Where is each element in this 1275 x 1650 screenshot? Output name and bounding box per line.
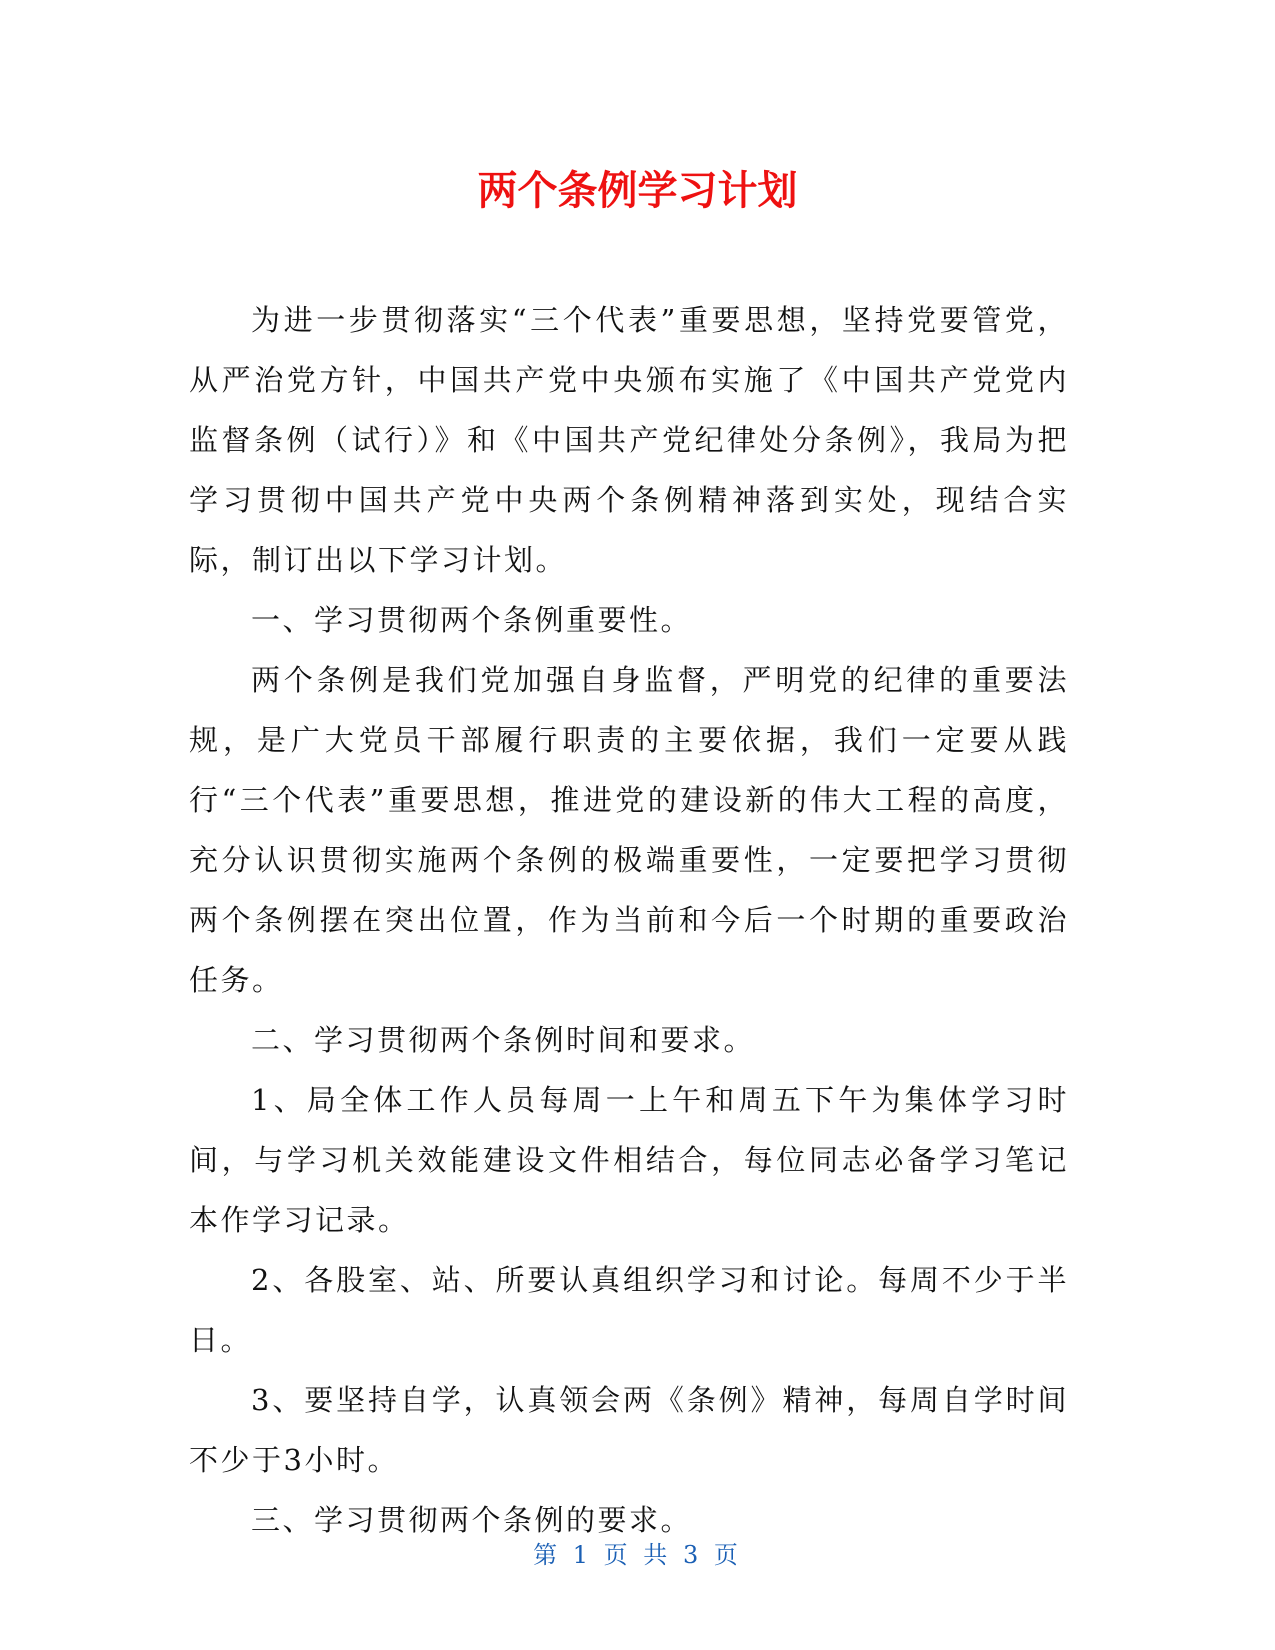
list-item-2: 2、各股室、站、所要认真组织学习和讨论。每周不少于半日。	[189, 1263, 1069, 1357]
page-number-footer: 第 1 页 共 3 页	[533, 1541, 742, 1569]
document-body	[189, 290, 1069, 1550]
section-heading-2: 二、学习贯彻两个条例时间和要求。	[251, 1023, 756, 1057]
paragraph-intro: 为进一步贯彻落实“三个代表”重要思想，坚持党要管党，从严治党方针，中国共产党中央颁布实施了《中国共产党党内监督条例（试行）》和《中国共产党纪律处分条例》，我局为把学习贯彻中国共产党中央两个条例精神落到实处，现结合实际，制订出以下学习计划。	[189, 303, 1069, 577]
section-heading-3: 三、学习贯彻两个条例的要求。	[251, 1503, 693, 1537]
list-item-3: 3、要坚持自学，认真领会两《条例》精神，每周自学时间不少于3小时。	[189, 1383, 1069, 1477]
section-heading-1: 一、学习贯彻两个条例重要性。	[251, 603, 693, 637]
list-item-1: 1、局全体工作人员每周一上午和周五下午为集体学习时间，与学习机关效能建设文件相结合，每位同志必备学习笔记本作学习记录。	[189, 1083, 1069, 1237]
paragraph-importance: 两个条例是我们党加强自身监督，严明党的纪律的重要法规，是广大党员干部履行职责的主要依据，我们一定要从践行“三个代表”重要思想，推进党的建设新的伟大工程的高度，充分认识贯彻实施两个条例的极端重要性，一定要把学习贯彻两个条例摆在突出位置，作为当前和今后一个时期的重要政治任务。	[189, 663, 1069, 997]
document-title: 两个条例学习计划	[477, 168, 798, 214]
